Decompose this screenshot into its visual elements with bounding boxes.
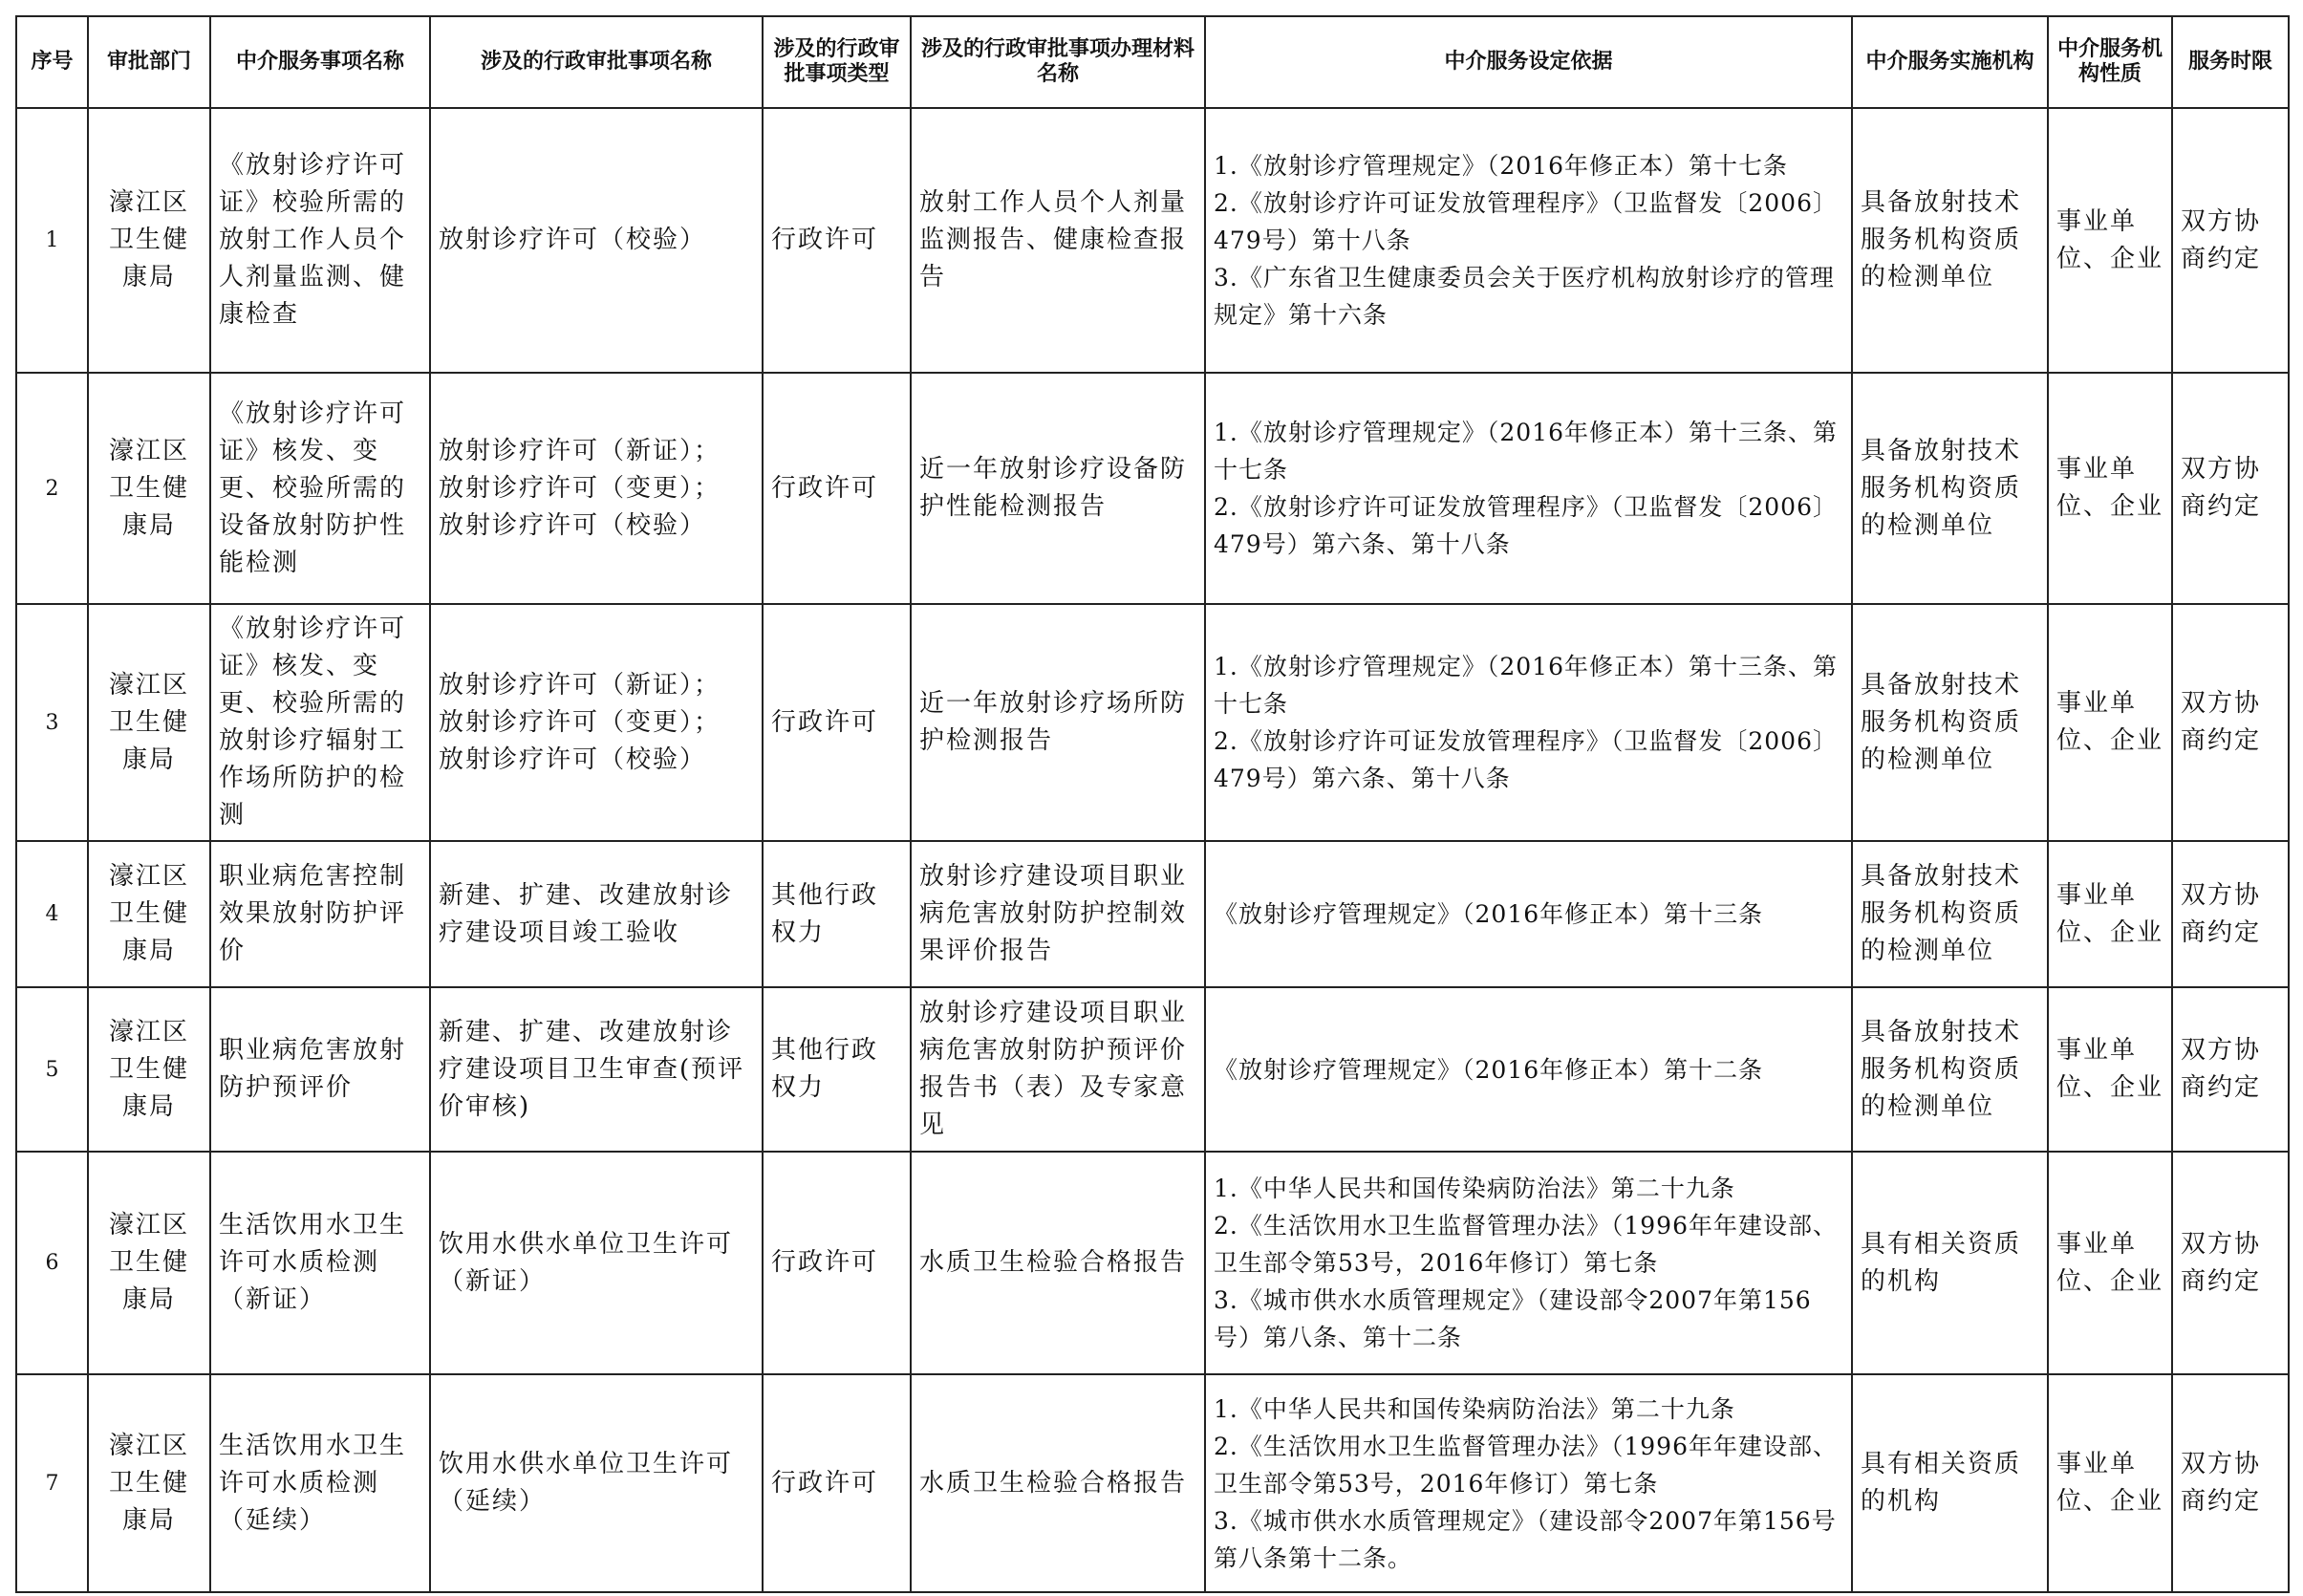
approval-line: 新建、扩建、改建放射诊疗建设项目卫生审查(预评价审核) <box>439 1017 745 1121</box>
cell-materials: 近一年放射诊疗设备防护性能检测报告 <box>911 373 1205 604</box>
basis-line: 1.《放射诊疗管理规定》（2016年修正本）第十三条、第十七条 <box>1214 653 1838 718</box>
cell-time: 双方协商约定 <box>2172 108 2289 373</box>
cell-service: 生活饮用水卫生许可水质检测（延续） <box>210 1374 430 1592</box>
basis-line: 1.《中华人民共和国传染病防治法》第二十九条 <box>1214 1394 1735 1423</box>
header-materials: 涉及的行政审批事项办理材料名称 <box>911 16 1205 108</box>
cell-approvals <box>430 987 763 1152</box>
cell-time: 双方协商约定 <box>2172 604 2289 841</box>
cell-approvals <box>430 373 763 604</box>
approval-line: 放射诊疗许可（新证）； <box>439 436 721 465</box>
basis-line: 《放射诊疗管理规定》（2016年修正本）第十三条 <box>1214 900 1764 928</box>
basis-line: 3.《广东省卫生健康委员会关于医疗机构放射诊疗的管理规定》第十六条 <box>1214 264 1835 329</box>
cell-time: 双方协商约定 <box>2172 1152 2289 1374</box>
cell-dept: 濠江区卫生健康局 <box>88 841 210 987</box>
header-nature: 中介服务机构性质 <box>2048 16 2172 108</box>
cell-institution: 具备放射技术服务机构资质的检测单位 <box>1852 604 2048 841</box>
cell-approvals <box>430 1374 763 1592</box>
cell-materials: 水质卫生检验合格报告 <box>911 1152 1205 1374</box>
cell-institution: 具有相关资质的机构 <box>1852 1374 2048 1592</box>
approval-line: 放射诊疗许可（变更）； <box>439 473 721 503</box>
cell-dept: 濠江区卫生健康局 <box>88 987 210 1152</box>
cell-approvals <box>430 108 763 373</box>
header-service: 中介服务事项名称 <box>210 16 430 108</box>
cell-time: 双方协商约定 <box>2172 987 2289 1152</box>
cell-nature: 事业单位、企业 <box>2048 1152 2172 1374</box>
table-row <box>16 604 2289 841</box>
approval-line: 饮用水供水单位卫生许可（新证） <box>439 1229 734 1296</box>
header-basis: 中介服务设定依据 <box>1205 16 1852 108</box>
cell-materials: 放射工作人员个人剂量监测报告、健康检查报告 <box>911 108 1205 373</box>
header-no: 序号 <box>16 16 88 108</box>
cell-basis <box>1205 373 1852 604</box>
cell-nature: 事业单位、企业 <box>2048 987 2172 1152</box>
header-approvals: 涉及的行政审批事项名称 <box>430 16 763 108</box>
cell-basis <box>1205 1152 1852 1374</box>
header-row <box>16 16 2289 108</box>
table-row <box>16 841 2289 987</box>
approval-line: 放射诊疗许可（校验） <box>439 744 707 774</box>
cell-no: 4 <box>16 841 88 987</box>
header-institution: 中介服务实施机构 <box>1852 16 2048 108</box>
cell-institution: 具备放射技术服务机构资质的检测单位 <box>1852 987 2048 1152</box>
cell-no: 2 <box>16 373 88 604</box>
cell-dept: 濠江区卫生健康局 <box>88 1374 210 1592</box>
cell-materials: 放射诊疗建设项目职业病危害放射防护预评价报告书（表）及专家意见 <box>911 987 1205 1152</box>
cell-no: 6 <box>16 1152 88 1374</box>
cell-no: 5 <box>16 987 88 1152</box>
cell-nature: 事业单位、企业 <box>2048 841 2172 987</box>
cell-service: 职业病危害控制效果放射防护评价 <box>210 841 430 987</box>
document-page <box>15 15 2288 1581</box>
cell-basis <box>1205 841 1852 987</box>
cell-basis <box>1205 604 1852 841</box>
basis-line: 1.《放射诊疗管理规定》（2016年修正本）第十三条、第十七条 <box>1214 419 1838 484</box>
cell-institution: 具有相关资质的机构 <box>1852 1152 2048 1374</box>
cell-type: 行政许可 <box>763 604 911 841</box>
approval-line: 放射诊疗许可（变更）； <box>439 707 721 737</box>
cell-type: 行政许可 <box>763 108 911 373</box>
cell-type: 其他行政权力 <box>763 841 911 987</box>
cell-approvals <box>430 1152 763 1374</box>
cell-service: 《放射诊疗许可证》核发、变更、校验所需的设备放射防护性能检测 <box>210 373 430 604</box>
cell-dept: 濠江区卫生健康局 <box>88 108 210 373</box>
cell-dept: 濠江区卫生健康局 <box>88 373 210 604</box>
table-row <box>16 987 2289 1152</box>
approval-line: 饮用水供水单位卫生许可（延续） <box>439 1450 734 1516</box>
table-row <box>16 108 2289 373</box>
cell-nature: 事业单位、企业 <box>2048 604 2172 841</box>
basis-line: 2.《生活饮用水卫生监督管理办法》（1996年年建设部、卫生部令第53号，2016年修订）第七条 <box>1214 1212 1838 1277</box>
cell-type: 行政许可 <box>763 1374 911 1592</box>
header-time: 服务时限 <box>2172 16 2289 108</box>
basis-line: 2.《放射诊疗许可证发放管理程序》（卫监督发〔2006〕479号）第十八条 <box>1214 189 1838 254</box>
cell-institution: 具备放射技术服务机构资质的检测单位 <box>1852 841 2048 987</box>
table-row <box>16 373 2289 604</box>
cell-nature: 事业单位、企业 <box>2048 108 2172 373</box>
cell-institution: 具备放射技术服务机构资质的检测单位 <box>1852 373 2048 604</box>
cell-time: 双方协商约定 <box>2172 841 2289 987</box>
intermediary-services-table <box>15 15 2290 1593</box>
cell-approvals <box>430 841 763 987</box>
basis-line: 2.《生活饮用水卫生监督管理办法》（1996年年建设部、卫生部令第53号，2016年修订）第七条 <box>1214 1432 1838 1498</box>
approval-line: 新建、扩建、改建放射诊疗建设项目竣工验收 <box>439 880 734 947</box>
basis-line: 3.《城市供水水质管理规定》（建设部令2007年第156号）第八条、第十二条 <box>1214 1286 1812 1351</box>
cell-dept: 濠江区卫生健康局 <box>88 604 210 841</box>
cell-nature: 事业单位、企业 <box>2048 1374 2172 1592</box>
cell-service: 《放射诊疗许可证》核发、变更、校验所需的放射诊疗辐射工作场所防护的检测 <box>210 604 430 841</box>
cell-service: 生活饮用水卫生许可水质检测（新证） <box>210 1152 430 1374</box>
approval-line: 放射诊疗许可（校验） <box>439 510 707 540</box>
basis-line: 3.《城市供水水质管理规定》（建设部令2007年第156号第八条第十二条。 <box>1214 1506 1837 1572</box>
cell-basis <box>1205 108 1852 373</box>
basis-line: 《放射诊疗管理规定》（2016年修正本）第十二条 <box>1214 1055 1764 1084</box>
cell-no: 7 <box>16 1374 88 1592</box>
cell-time: 双方协商约定 <box>2172 373 2289 604</box>
basis-line: 2.《放射诊疗许可证发放管理程序》（卫监督发〔2006〕479号）第六条、第十八条 <box>1214 727 1838 792</box>
table-row <box>16 1374 2289 1592</box>
cell-no: 1 <box>16 108 88 373</box>
header-dept: 审批部门 <box>88 16 210 108</box>
cell-approvals <box>430 604 763 841</box>
cell-basis <box>1205 987 1852 1152</box>
cell-materials: 近一年放射诊疗场所防护检测报告 <box>911 604 1205 841</box>
header-type: 涉及的行政审批事项类型 <box>763 16 911 108</box>
cell-nature: 事业单位、企业 <box>2048 373 2172 604</box>
approval-line: 放射诊疗许可（校验） <box>439 226 707 254</box>
basis-line: 1.《中华人民共和国传染病防治法》第二十九条 <box>1214 1175 1735 1202</box>
basis-line: 1.《放射诊疗管理规定》（2016年修正本）第十七条 <box>1214 152 1788 180</box>
cell-type: 其他行政权力 <box>763 987 911 1152</box>
approval-line: 放射诊疗许可（新证）； <box>439 670 721 700</box>
cell-type: 行政许可 <box>763 1152 911 1374</box>
cell-no: 3 <box>16 604 88 841</box>
cell-type: 行政许可 <box>763 373 911 604</box>
cell-materials: 放射诊疗建设项目职业病危害放射防护控制效果评价报告 <box>911 841 1205 987</box>
cell-service: 职业病危害放射防护预评价 <box>210 987 430 1152</box>
cell-dept: 濠江区卫生健康局 <box>88 1152 210 1374</box>
cell-institution: 具备放射技术服务机构资质的检测单位 <box>1852 108 2048 373</box>
table-row <box>16 1152 2289 1374</box>
cell-time: 双方协商约定 <box>2172 1374 2289 1592</box>
cell-basis <box>1205 1374 1852 1592</box>
basis-line: 2.《放射诊疗许可证发放管理程序》（卫监督发〔2006〕479号）第六条、第十八条 <box>1214 493 1838 558</box>
cell-materials: 水质卫生检验合格报告 <box>911 1374 1205 1592</box>
cell-service: 《放射诊疗许可证》校验所需的放射工作人员个人剂量监测、健康检查 <box>210 108 430 373</box>
